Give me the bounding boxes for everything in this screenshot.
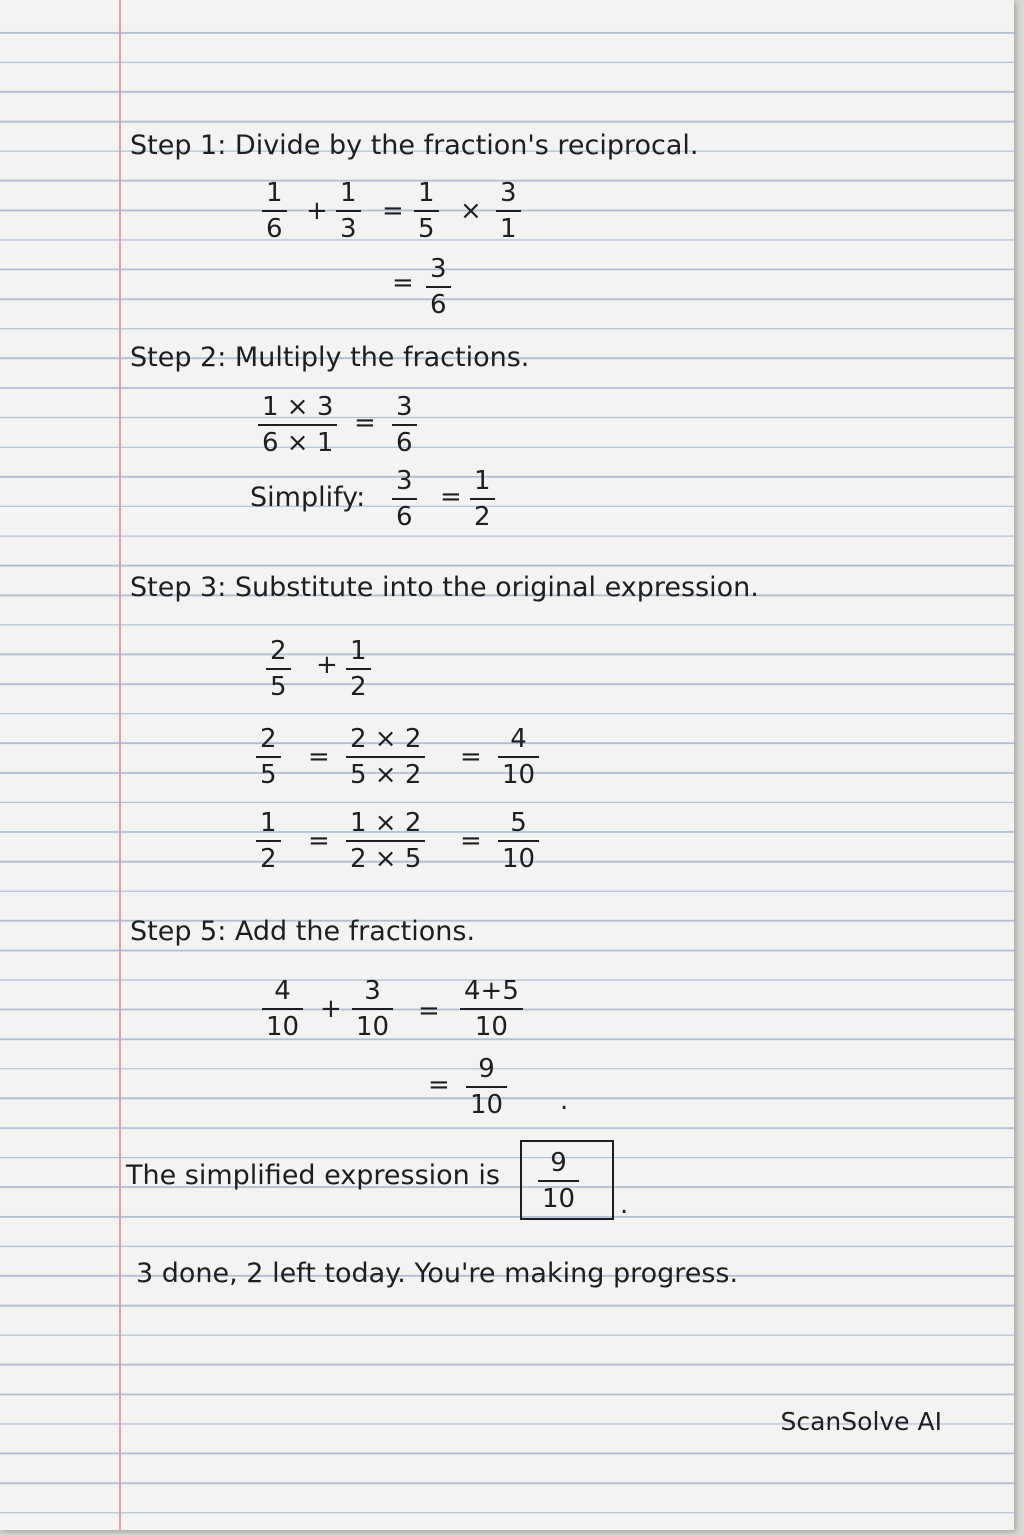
fraction: 2 × 2 5 × 2 xyxy=(346,724,425,790)
step3-heading: Step 3: Substitute into the original expression. xyxy=(130,572,759,603)
fraction: 2 5 xyxy=(256,724,281,790)
equals-sign: = xyxy=(382,196,404,226)
equals-sign: = xyxy=(354,408,376,438)
fraction: 1 3 xyxy=(336,178,361,244)
fraction: 9 10 xyxy=(466,1054,507,1120)
fraction: 1 6 xyxy=(262,178,287,244)
answer-box xyxy=(520,1140,614,1220)
fraction: 1 × 2 2 × 5 xyxy=(346,808,425,874)
fraction: 4 10 xyxy=(262,976,303,1042)
fraction: 4 10 xyxy=(498,724,539,790)
equals-sign: = xyxy=(460,742,482,772)
step5-heading: Step 5: Add the fractions. xyxy=(130,916,476,947)
period: . xyxy=(620,1190,629,1220)
step2-heading: Step 2: Multiply the fractions. xyxy=(130,342,530,373)
fraction: 1 2 xyxy=(256,808,281,874)
times-sign: × xyxy=(460,196,482,226)
equals-sign: = xyxy=(440,482,462,512)
simplify-label: Simplify: xyxy=(250,482,366,513)
brand-label: ScanSolve AI xyxy=(780,1407,942,1436)
answer-text: The simplified expression is xyxy=(126,1160,500,1191)
equals-sign: = xyxy=(308,826,330,856)
plus-sign: + xyxy=(316,650,338,680)
fraction: 2 5 xyxy=(266,636,291,702)
fraction: 3 10 xyxy=(352,976,393,1042)
plus-sign: + xyxy=(306,196,328,226)
fraction: 3 6 xyxy=(426,254,451,320)
equals-sign: = xyxy=(308,742,330,772)
equals-sign: = xyxy=(392,268,414,298)
equals-sign: = xyxy=(418,996,440,1026)
fraction: 3 6 xyxy=(392,392,417,458)
equals-sign: = xyxy=(428,1070,450,1100)
fraction: 4+5 10 xyxy=(460,976,523,1042)
fraction: 1 2 xyxy=(346,636,371,702)
fraction: 9 10 xyxy=(538,1148,579,1214)
equals-sign: = xyxy=(460,826,482,856)
fraction: 1 5 xyxy=(414,178,439,244)
fraction: 5 10 xyxy=(498,808,539,874)
margin-line xyxy=(119,0,121,1530)
fraction: 1 2 xyxy=(470,466,495,532)
fraction: 1 × 3 6 × 1 xyxy=(258,392,337,458)
fraction: 3 1 xyxy=(496,178,521,244)
step1-heading: Step 1: Divide by the fraction's reciprocal. xyxy=(130,130,699,161)
period: . xyxy=(560,1086,569,1116)
fraction: 3 6 xyxy=(392,466,417,532)
progress-text: 3 done, 2 left today. You're making progress. xyxy=(136,1258,739,1289)
plus-sign: + xyxy=(320,994,342,1024)
